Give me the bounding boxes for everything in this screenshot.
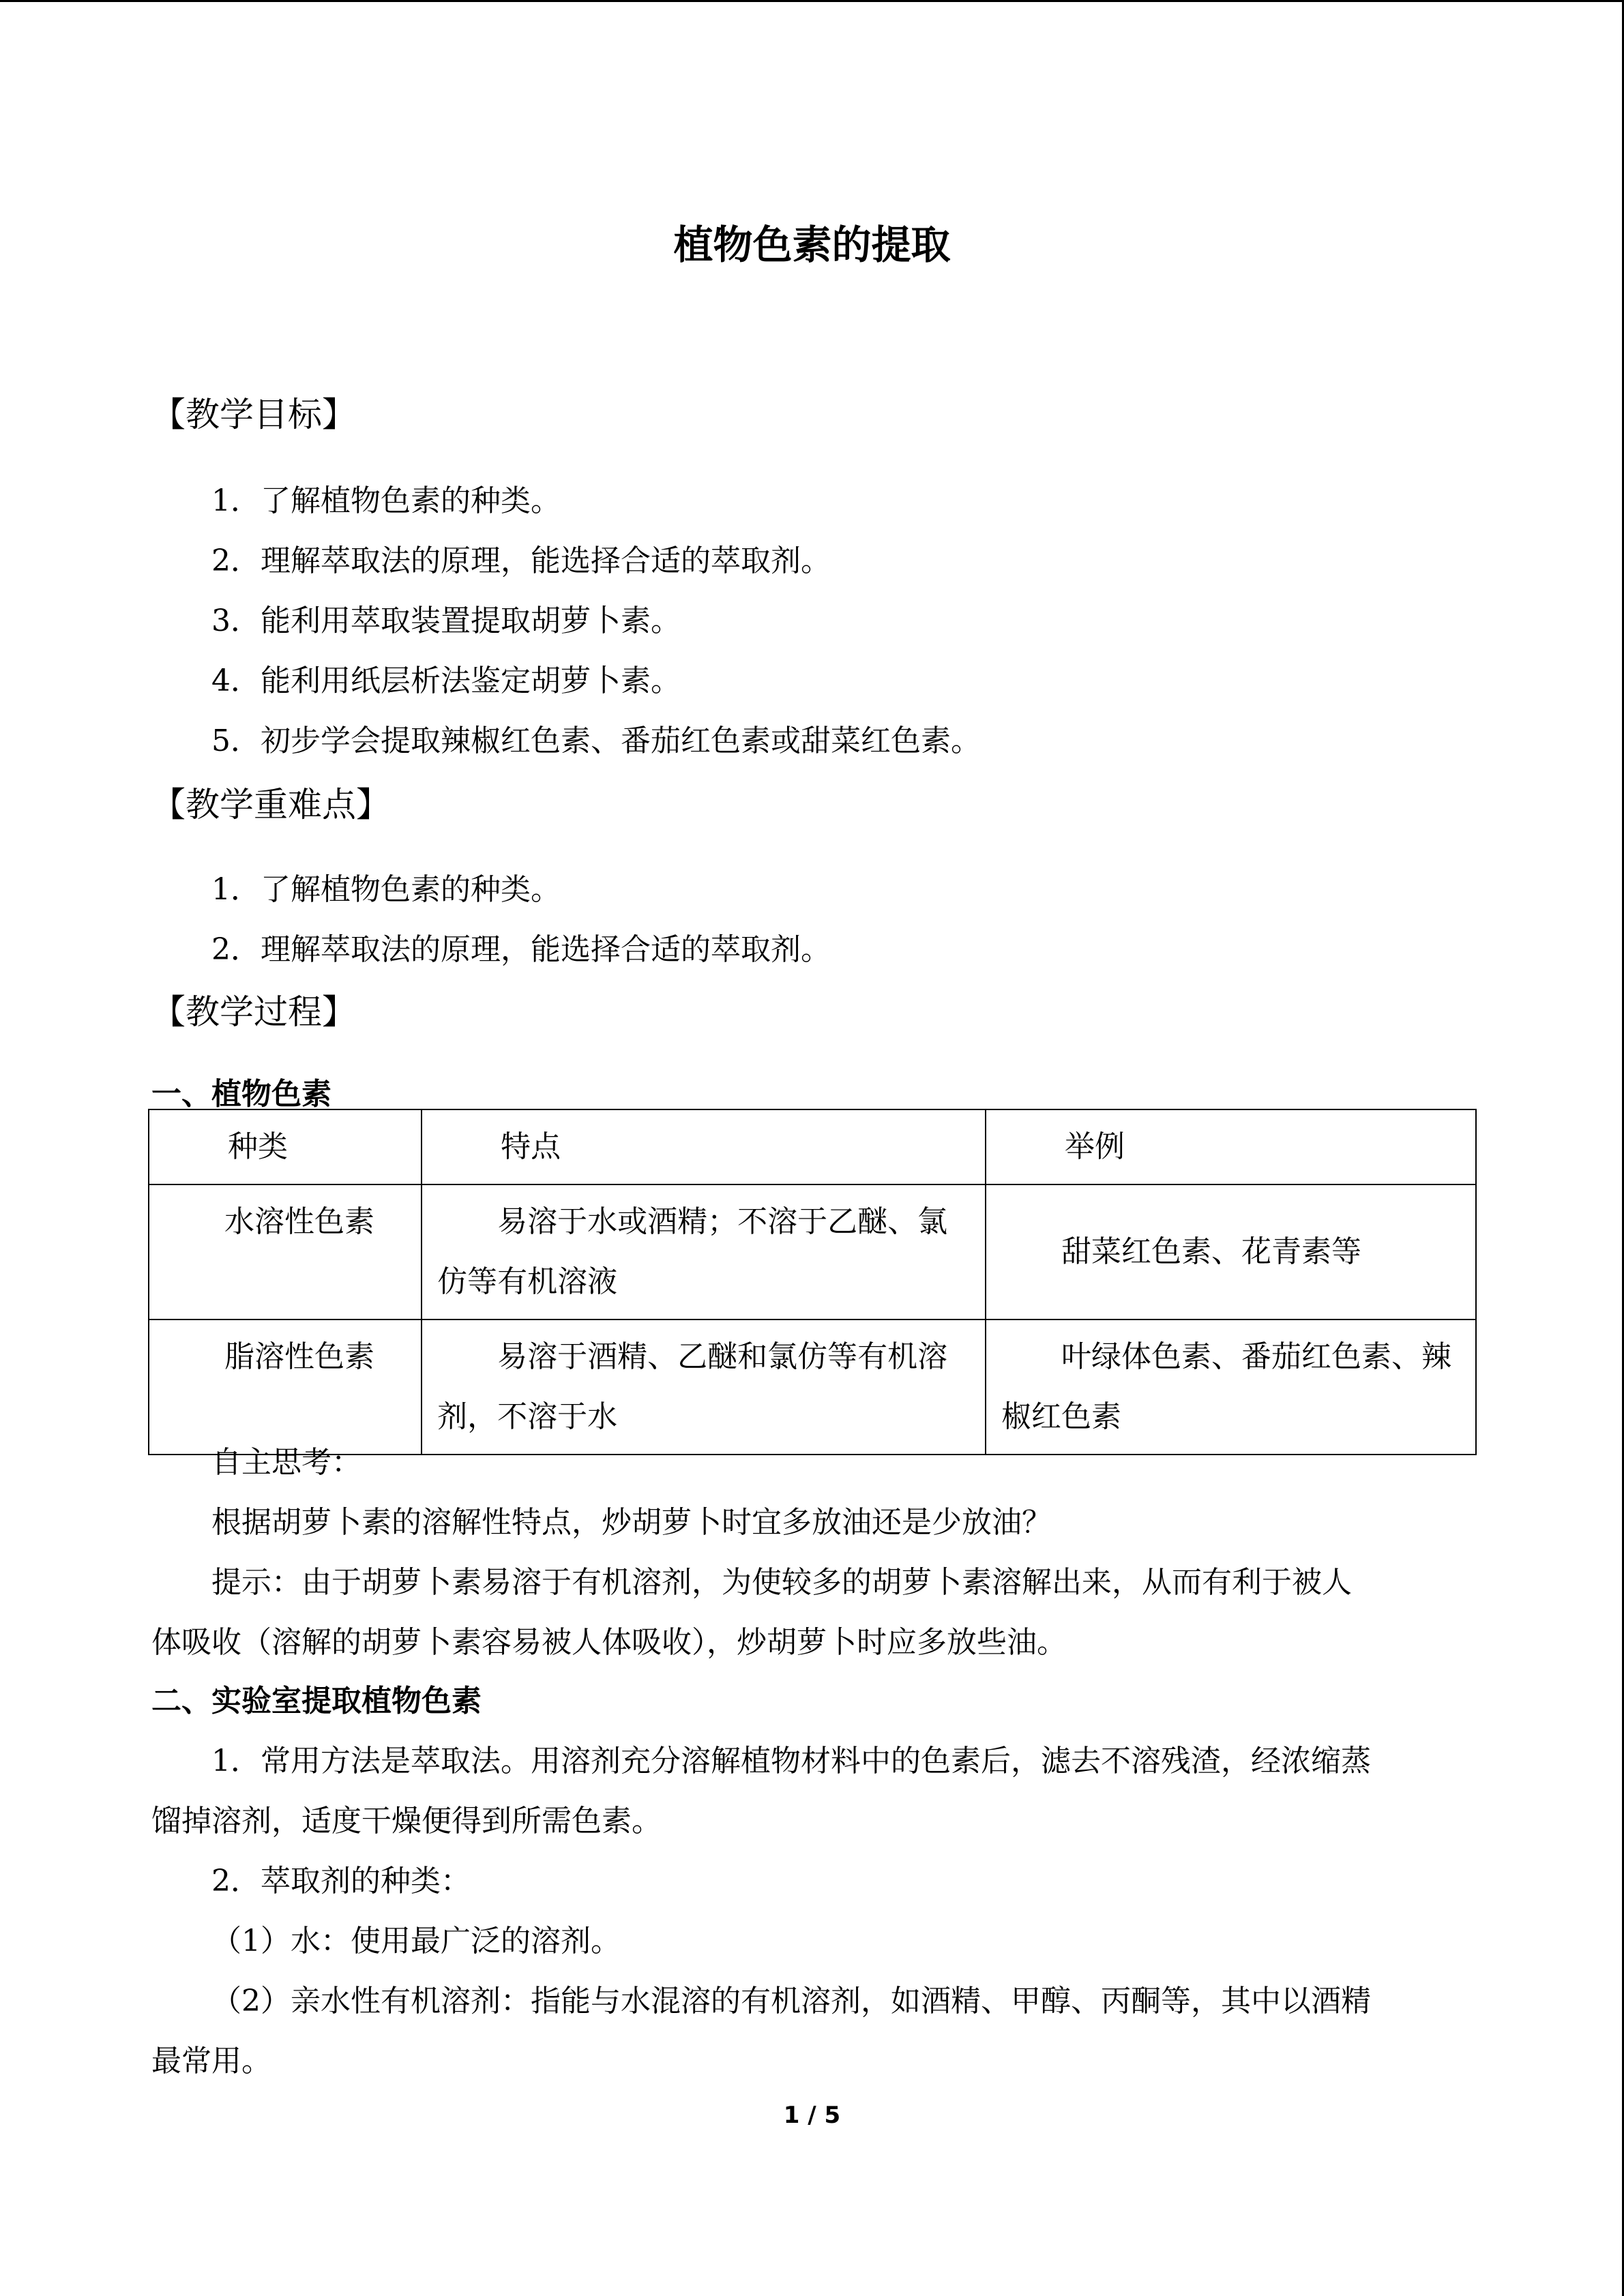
table-cell-feature: 易溶于水或酒精；不溶于乙醚、氯仿等有机溶液 <box>422 1184 986 1320</box>
goal-item: 2．理解萃取法的原理，能选择合适的萃取剂。 <box>211 543 831 578</box>
goal-item: 1．了解植物色素的种类。 <box>211 483 561 518</box>
goal-item: 4．能利用纸层析法鉴定胡萝卜素。 <box>211 664 681 698</box>
section-goals-heading: 【教学目标】 <box>151 395 356 434</box>
section-keypoints-heading: 【教学重难点】 <box>151 785 390 824</box>
hint-text-line2: 体吸收（溶解的胡萝卜素容易被人体吸收），炒胡萝卜时应多放些油。 <box>151 1625 1067 1660</box>
table-header-cell: 种类 <box>149 1109 422 1184</box>
paragraph-line: （2）亲水性有机溶剂：指能与水混溶的有机溶剂，如酒精、甲醇、丙酮等，其中以酒精 <box>211 1984 1371 2018</box>
table-cell-feature: 易溶于酒精、乙醚和氯仿等有机溶剂，不溶于水 <box>422 1320 986 1455</box>
table-row <box>149 1320 1476 1455</box>
goal-item: 3．能利用萃取装置提取胡萝卜素。 <box>211 603 681 638</box>
page-title: 植物色素的提取 <box>673 222 951 268</box>
keypoint-item: 1．了解植物色素的种类。 <box>211 872 561 907</box>
paragraph-line: 2．萃取剂的种类： <box>211 1864 471 1898</box>
table-header-cell: 举例 <box>986 1109 1476 1184</box>
top-border <box>0 0 1624 2</box>
part1-heading: 一、植物色素 <box>151 1077 331 1112</box>
hint-text-line1: 提示：由于胡萝卜素易溶于有机溶剂，为使较多的胡萝卜素溶解出来，从而有利于被人 <box>211 1565 1352 1600</box>
paragraph-line: 最常用。 <box>151 2044 271 2078</box>
part2-heading: 二、实验室提取植物色素 <box>151 1684 482 1718</box>
paragraph-line: 馏掉溶剂，适度干燥便得到所需色素。 <box>151 1804 662 1838</box>
page-number: 1 / 5 <box>783 2102 841 2129</box>
think-label: 自主思考： <box>211 1445 361 1480</box>
pigment-table <box>148 1109 1477 1455</box>
table-cell-example: 叶绿体色素、番茄红色素、辣椒红色素 <box>986 1320 1476 1455</box>
keypoint-item: 2．理解萃取法的原理，能选择合适的萃取剂。 <box>211 932 831 967</box>
table-row <box>149 1184 1476 1320</box>
table-header-cell: 特点 <box>422 1109 986 1184</box>
table-cell-example: 甜菜红色素、花青素等 <box>986 1184 1476 1320</box>
goal-item: 5．初步学会提取辣椒红色素、番茄红色素或甜菜红色素。 <box>211 724 981 758</box>
table-cell-kind: 水溶性色素 <box>149 1184 422 1320</box>
table-header-row <box>149 1109 1476 1184</box>
question-text: 根据胡萝卜素的溶解性特点，炒胡萝卜时宜多放油还是少放油？ <box>211 1505 1052 1540</box>
paragraph-line: 1．常用方法是萃取法。用溶剂充分溶解植物材料中的色素后，滤去不溶残渣，经浓缩蒸 <box>211 1744 1371 1778</box>
table-cell-kind: 脂溶性色素 <box>149 1320 422 1455</box>
paragraph-line: （1）水：使用最广泛的溶剂。 <box>211 1924 621 1958</box>
section-process-heading: 【教学过程】 <box>151 992 356 1032</box>
